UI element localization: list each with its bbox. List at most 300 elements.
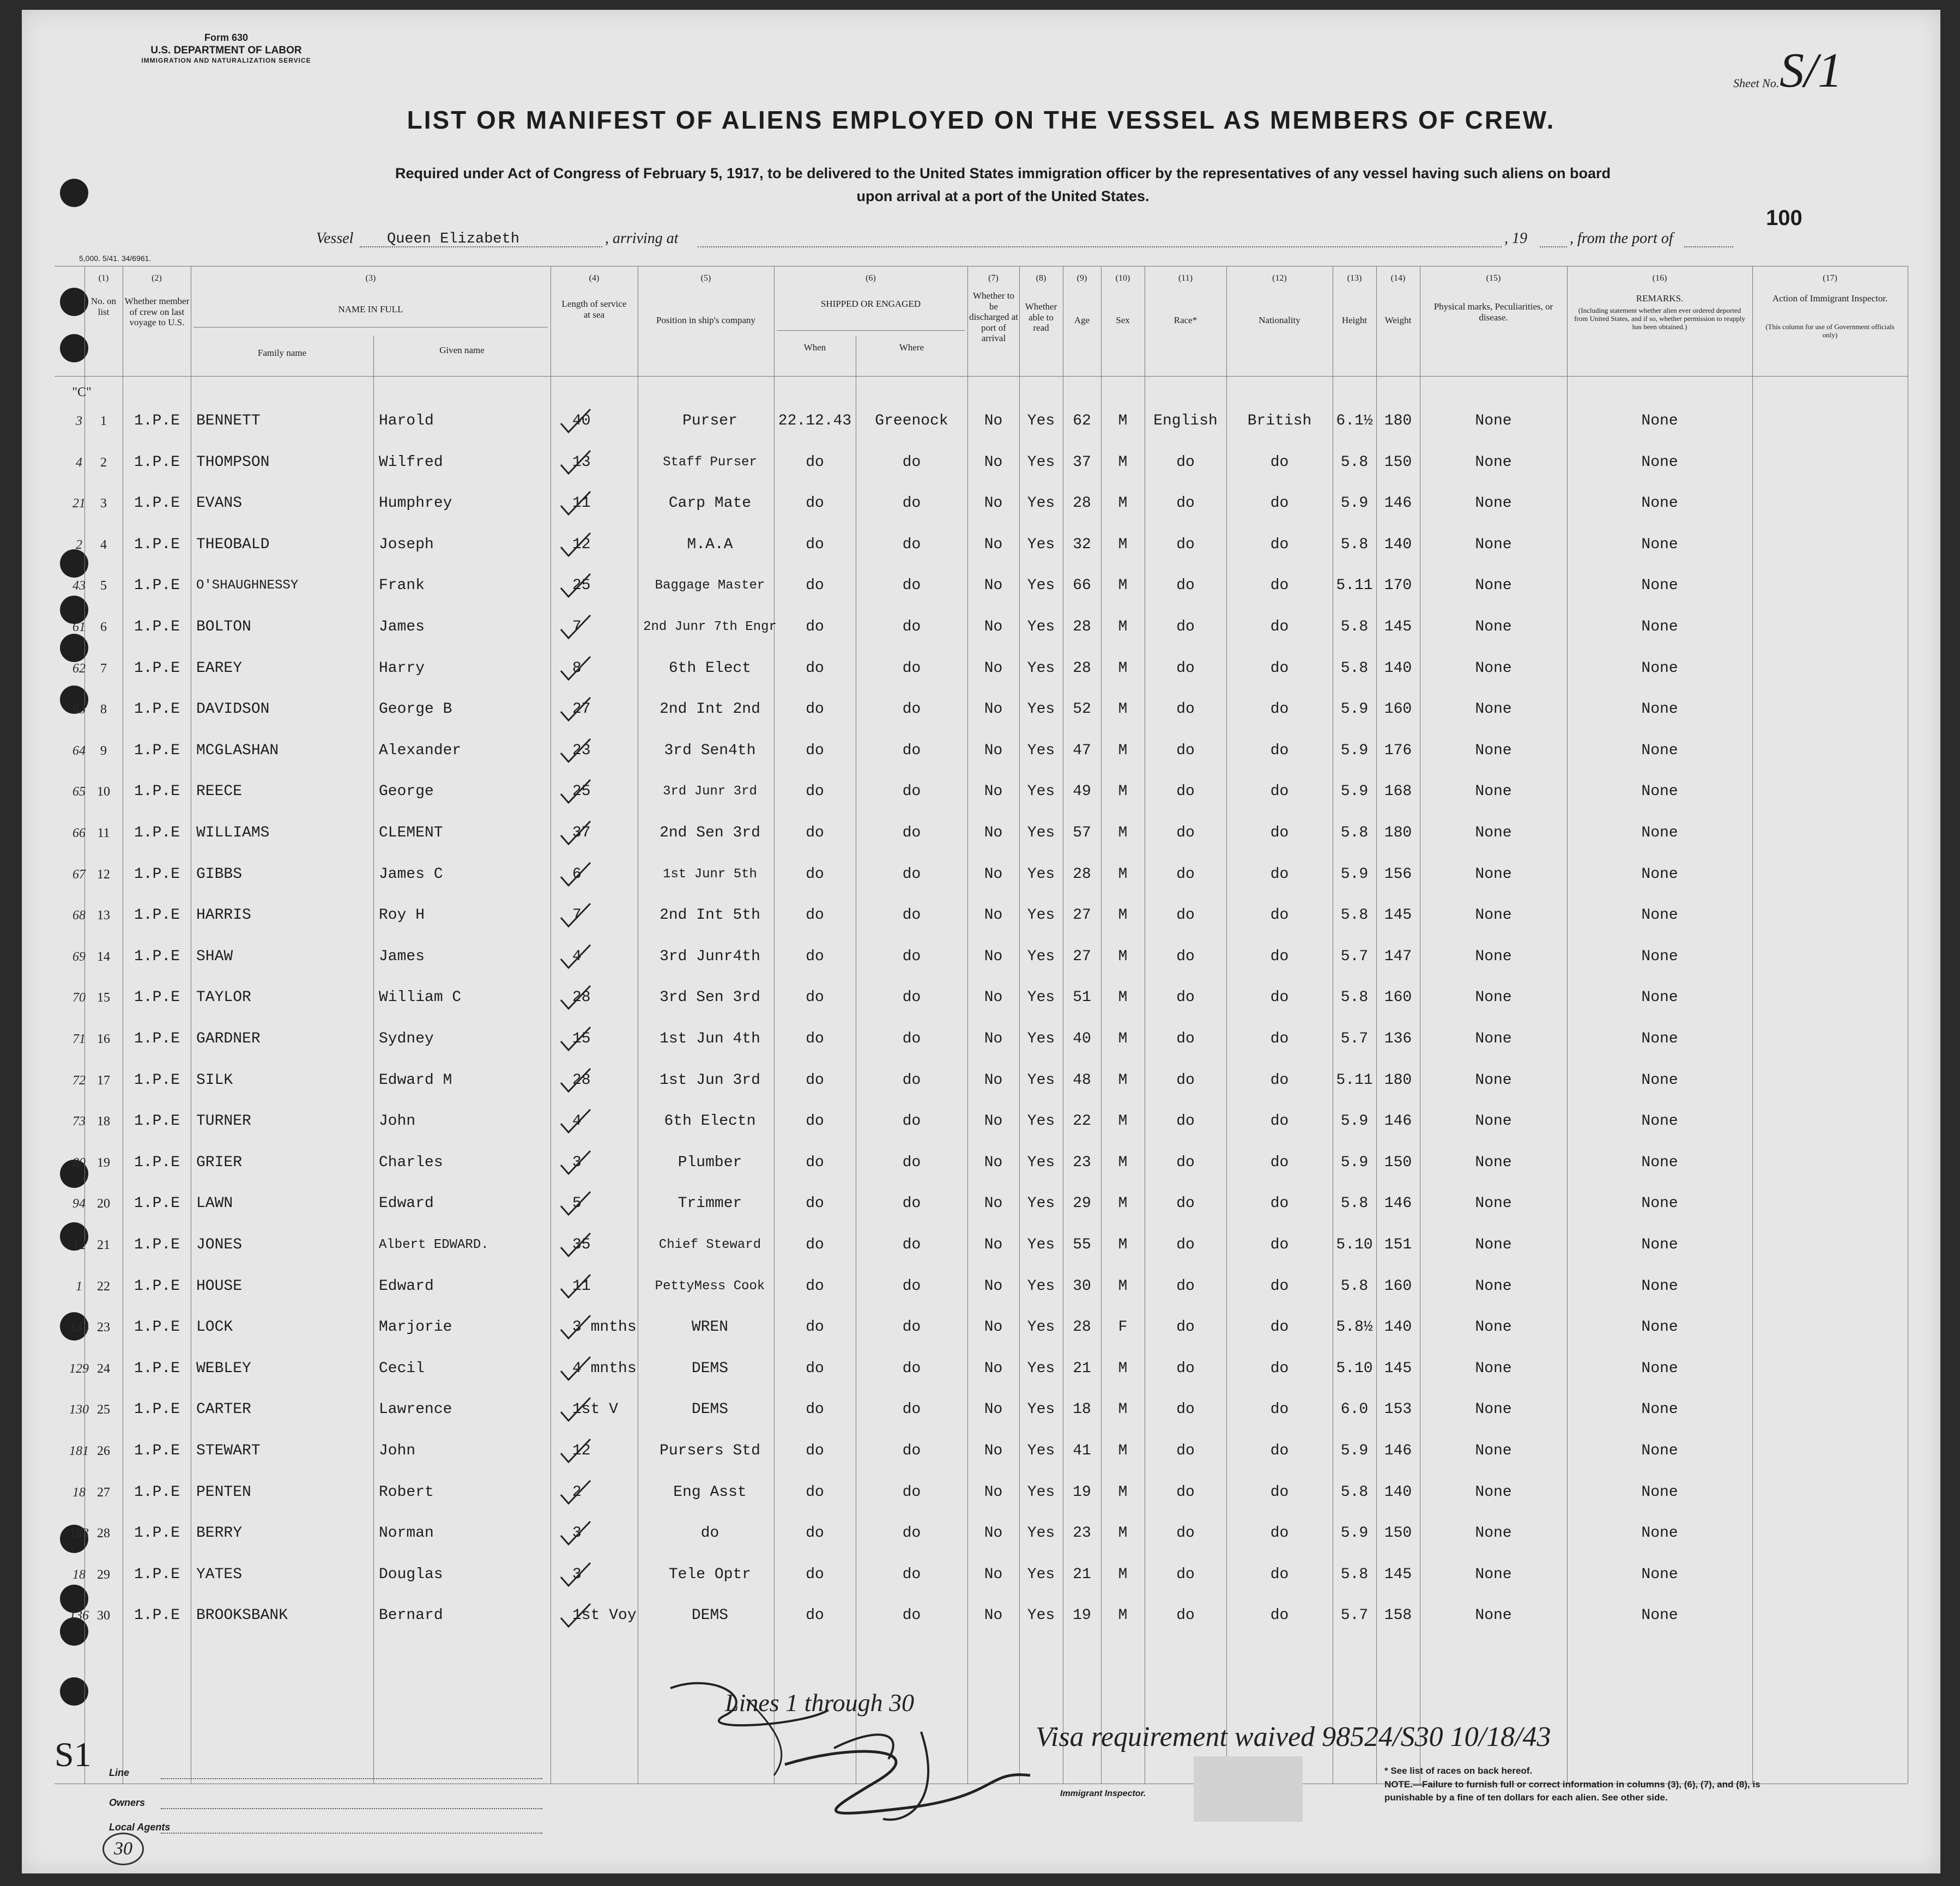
cell-age: 30: [1073, 1277, 1091, 1295]
group-marker: "C": [72, 385, 92, 399]
cell-ref-number: 183: [69, 1526, 89, 1541]
cell-crew-status: 1.P.E: [134, 1154, 180, 1171]
cell-race: do: [1176, 1401, 1195, 1418]
cell-family-name: SHAW: [196, 948, 233, 965]
cell-sex: M: [1118, 1071, 1128, 1089]
page-title: LIST OR MANIFEST OF ALIENS EMPLOYED ON THE VESSEL AS MEMBERS OF CREW.: [407, 106, 1556, 134]
checkmark-icon: [559, 1602, 591, 1630]
cell-position: 2nd Int 2nd: [660, 701, 760, 718]
cell-discharged: No: [984, 1401, 1003, 1418]
cell-height: 6.0: [1340, 1401, 1369, 1418]
cell-length-of-service: 12: [572, 536, 591, 553]
cell-discharged: No: [984, 865, 1003, 883]
cell-shipped-when: do: [806, 577, 824, 595]
cell-sex: M: [1118, 1236, 1128, 1253]
cell-shipped-where: do: [902, 907, 921, 924]
cell-remarks: None: [1641, 783, 1678, 801]
cell-shipped-when: do: [806, 1071, 824, 1089]
table-row: [22, 1234, 1940, 1256]
cell-length-of-service: 1st Voy: [572, 1607, 637, 1624]
cell-ref-number: 4: [76, 455, 82, 470]
cell-position: Trimmer: [677, 1195, 742, 1212]
cell-height: 5.9: [1340, 865, 1369, 883]
cell-shipped-where: do: [902, 1319, 921, 1336]
cell-weight: 151: [1384, 1236, 1412, 1253]
cell-list-number: 9: [100, 743, 107, 758]
cell-length-of-service: 4 mnths: [572, 1360, 637, 1377]
from-port-label: , from the port of: [1570, 230, 1673, 247]
cell-shipped-when: do: [806, 742, 824, 759]
cell-weight: 150: [1384, 1154, 1412, 1171]
cell-list-number: 6: [100, 620, 107, 634]
cell-list-number: 29: [97, 1567, 110, 1582]
cell-shipped-where: do: [902, 1525, 921, 1542]
cell-length-of-service: 28: [572, 989, 591, 1006]
cell-able-to-read: Yes: [1027, 824, 1055, 841]
header-when: When: [803, 342, 826, 353]
colnum-9: (9): [1076, 274, 1087, 283]
cell-list-number: 3: [100, 496, 107, 511]
cell-height: 5.8: [1340, 1566, 1369, 1583]
cell-position: 6th Elect: [668, 659, 752, 677]
cell-nationality: do: [1270, 1236, 1289, 1253]
cell-family-name: YATES: [196, 1566, 243, 1583]
cell-sex: M: [1118, 701, 1128, 718]
cell-position: 3rd Junr 3rd: [663, 784, 757, 799]
cell-age: 57: [1073, 824, 1091, 841]
cell-crew-status: 1.P.E: [134, 618, 180, 635]
cell-age: 21: [1073, 1566, 1091, 1583]
table-row: [22, 1317, 1940, 1338]
cell-length-of-service: 4: [572, 1113, 582, 1130]
checkmark-icon: [559, 984, 591, 1012]
cell-ref-number: 68: [72, 908, 86, 923]
cell-position: Baggage Master: [655, 578, 765, 593]
cell-given-name: Joseph: [379, 536, 434, 553]
cell-ref-number: 71: [72, 1032, 86, 1046]
cell-family-name: TAYLOR: [196, 989, 251, 1006]
cell-position: Carp Mate: [668, 495, 752, 512]
cell-position: 1st Jun 4th: [660, 1030, 760, 1047]
cell-physical-marks: None: [1475, 413, 1512, 429]
cell-family-name: EAREY: [196, 659, 243, 677]
cell-physical-marks: None: [1475, 1442, 1512, 1459]
cell-physical-marks: None: [1475, 1607, 1512, 1624]
cell-given-name: Harry: [379, 659, 425, 677]
colnum-15: (15): [1486, 274, 1501, 283]
cell-given-name: John: [379, 1442, 416, 1459]
cell-given-name: Bernard: [379, 1607, 443, 1624]
cell-list-number: 11: [97, 826, 110, 840]
cell-weight: 146: [1384, 1113, 1412, 1130]
cell-race: English: [1153, 413, 1218, 429]
header-given-name: Given name: [439, 345, 485, 355]
table-row: [22, 410, 1940, 432]
table-row: [22, 1523, 1940, 1544]
cell-family-name: STEWART: [196, 1442, 261, 1459]
cell-shipped-where: do: [902, 659, 921, 677]
cell-list-number: 13: [97, 908, 110, 923]
cell-remarks: None: [1641, 1195, 1678, 1212]
colnum-6: (6): [866, 274, 876, 283]
cell-remarks: None: [1641, 948, 1678, 965]
cell-list-number: 28: [97, 1526, 110, 1541]
cell-crew-status: 1.P.E: [134, 1566, 180, 1583]
cell-shipped-where: do: [902, 577, 921, 595]
cell-remarks: None: [1641, 1401, 1678, 1418]
cell-discharged: No: [984, 783, 1003, 801]
cell-length-of-service: 35: [572, 1236, 591, 1253]
cell-nationality: do: [1270, 1483, 1289, 1501]
cell-remarks: None: [1641, 1071, 1678, 1089]
cell-ref-number: 67: [72, 867, 86, 882]
cell-length-of-service: 7: [572, 907, 582, 924]
cell-height: 5.7: [1340, 1030, 1369, 1047]
cell-race: do: [1176, 907, 1195, 924]
cell-nationality: do: [1270, 742, 1289, 759]
cell-physical-marks: None: [1475, 1154, 1512, 1171]
cell-list-number: 15: [97, 991, 110, 1005]
cell-shipped-where: do: [902, 824, 921, 841]
sheet-no-label: Sheet No.: [1733, 76, 1780, 90]
header-nationality: Nationality: [1259, 315, 1300, 325]
cell-able-to-read: Yes: [1027, 1525, 1055, 1542]
cell-position: Staff Purser: [663, 454, 757, 470]
table-row: [22, 822, 1940, 844]
cell-nationality: do: [1270, 659, 1289, 677]
cell-list-number: 12: [97, 867, 110, 882]
cell-discharged: No: [984, 1525, 1003, 1542]
cell-physical-marks: None: [1475, 618, 1512, 635]
cell-position: Purser: [682, 413, 737, 429]
cell-crew-status: 1.P.E: [134, 577, 180, 595]
vessel-label: Vessel: [316, 230, 354, 247]
cell-discharged: No: [984, 1030, 1003, 1047]
cell-nationality: do: [1270, 1401, 1289, 1418]
cell-height: 5.10: [1336, 1236, 1373, 1253]
cell-age: 52: [1073, 701, 1091, 718]
cell-list-number: 25: [97, 1403, 110, 1417]
cell-length-of-service: 3: [572, 1525, 582, 1542]
cell-physical-marks: None: [1475, 1319, 1512, 1336]
cell-physical-marks: None: [1475, 783, 1512, 801]
cell-ref-number: 3: [76, 414, 82, 428]
cell-discharged: No: [984, 948, 1003, 965]
cell-able-to-read: Yes: [1027, 1483, 1055, 1501]
cell-list-number: 20: [97, 1197, 110, 1211]
cell-age: 22: [1073, 1113, 1091, 1130]
cell-height: 6.1½: [1336, 413, 1373, 429]
cell-remarks: None: [1641, 865, 1678, 883]
cell-race: do: [1176, 1030, 1195, 1047]
cell-able-to-read: Yes: [1027, 1607, 1055, 1624]
cell-remarks: None: [1641, 1277, 1678, 1295]
cell-sex: M: [1118, 495, 1128, 512]
cell-given-name: Harold: [379, 413, 434, 429]
cell-shipped-when: do: [806, 1195, 824, 1212]
header-position: Position in ship's company: [656, 315, 756, 325]
cell-position: Plumber: [677, 1154, 742, 1171]
cell-height: 5.8: [1340, 453, 1369, 471]
cell-race: do: [1176, 783, 1195, 801]
cell-position: Pursers Std: [660, 1442, 760, 1459]
cell-age: 28: [1073, 618, 1091, 635]
cell-nationality: do: [1270, 1277, 1289, 1295]
cell-nationality: do: [1270, 824, 1289, 841]
cell-weight: 180: [1384, 1071, 1412, 1089]
cell-able-to-read: Yes: [1027, 413, 1055, 429]
cell-discharged: No: [984, 701, 1003, 718]
cell-weight: 146: [1384, 495, 1412, 512]
cell-remarks: None: [1641, 1442, 1678, 1459]
cell-race: do: [1176, 618, 1195, 635]
cell-height: 5.8: [1340, 1277, 1369, 1295]
cell-weight: 145: [1384, 907, 1412, 924]
cell-given-name: Alexander: [379, 742, 462, 759]
cell-able-to-read: Yes: [1027, 907, 1055, 924]
cell-ref-number: 18: [72, 1567, 86, 1582]
cell-ref-number: 61: [72, 620, 86, 634]
cell-ref-number: 63: [72, 702, 86, 717]
sheet-no-value: S/1: [1780, 44, 1843, 98]
cell-shipped-where: do: [902, 1236, 921, 1253]
cell-age: 66: [1073, 577, 1091, 595]
cell-shipped-when: do: [806, 1442, 824, 1459]
footer-note-races: * See list of races on back hereof.: [1384, 1766, 1533, 1776]
header-family-name: Family name: [257, 348, 307, 358]
cell-list-number: 21: [97, 1238, 110, 1252]
cell-shipped-where: do: [902, 536, 921, 553]
cell-weight: 136: [1384, 1030, 1412, 1047]
cell-weight: 160: [1384, 1277, 1412, 1295]
cell-able-to-read: Yes: [1027, 1154, 1055, 1171]
table-row: [22, 1564, 1940, 1586]
department-name: U.S. DEPARTMENT OF LABOR: [150, 44, 302, 56]
cell-remarks: None: [1641, 742, 1678, 759]
cell-family-name: MCGLASHAN: [196, 742, 279, 759]
cell-nationality: do: [1270, 1566, 1289, 1583]
cell-remarks: None: [1641, 659, 1678, 677]
cell-physical-marks: None: [1475, 577, 1512, 595]
cell-age: 21: [1073, 1360, 1091, 1377]
cell-family-name: TURNER: [196, 1113, 251, 1130]
cell-sex: M: [1118, 1154, 1128, 1171]
cell-shipped-where: do: [902, 948, 921, 965]
cell-position: Tele Optr: [668, 1566, 752, 1583]
cell-given-name: Roy H: [379, 907, 425, 924]
cell-remarks: None: [1641, 1483, 1678, 1501]
cell-weight: 160: [1384, 989, 1412, 1006]
header-sex: Sex: [1116, 315, 1130, 325]
cell-sex: M: [1118, 742, 1128, 759]
cell-ref-number: 66: [72, 826, 86, 840]
cell-shipped-when: do: [806, 1566, 824, 1583]
lines-annotation: Lines 1 through 30: [725, 1689, 915, 1717]
cell-discharged: No: [984, 989, 1003, 1006]
cell-position: 3rd Sen4th: [664, 742, 756, 759]
cell-race: do: [1176, 1195, 1195, 1212]
cell-age: 19: [1073, 1607, 1091, 1624]
cell-sex: M: [1118, 1113, 1128, 1130]
cell-length-of-service: 8: [572, 659, 582, 677]
visa-annotation: Visa requirement waived 98524/S30 10/18/43: [1036, 1721, 1551, 1752]
cell-crew-status: 1.P.E: [134, 701, 180, 718]
print-reference: 5,000. 5/41. 34/6961.: [79, 254, 152, 263]
cell-age: 48: [1073, 1071, 1091, 1089]
cell-nationality: do: [1270, 1442, 1289, 1459]
cell-physical-marks: None: [1475, 1030, 1512, 1047]
cell-physical-marks: None: [1475, 701, 1512, 718]
header-discharged: Whether to be discharged at port of arrival: [969, 290, 1018, 344]
cell-nationality: do: [1270, 1154, 1289, 1171]
footer-notes: [1384, 1764, 1799, 1805]
cell-family-name: JONES: [196, 1236, 243, 1253]
cell-shipped-when: do: [806, 536, 824, 553]
cell-weight: 140: [1384, 659, 1412, 677]
cell-remarks: None: [1641, 1113, 1678, 1130]
header-weight: Weight: [1384, 315, 1412, 325]
cell-ref-number: 43: [72, 579, 86, 593]
cell-able-to-read: Yes: [1027, 989, 1055, 1006]
cell-physical-marks: None: [1475, 1113, 1512, 1130]
table-row: [22, 864, 1940, 886]
cell-shipped-when: do: [806, 1277, 824, 1295]
cell-family-name: PENTEN: [196, 1483, 251, 1501]
cell-discharged: No: [984, 577, 1003, 595]
cell-family-name: WEBLEY: [196, 1360, 251, 1377]
cell-weight: 147: [1384, 948, 1412, 965]
cell-position: 1st Junr 5th: [663, 866, 757, 882]
table-row: [22, 781, 1940, 803]
cell-discharged: No: [984, 742, 1003, 759]
checkmark-icon: [559, 1478, 591, 1507]
table-row: [22, 493, 1940, 514]
cell-list-number: 18: [97, 1114, 110, 1129]
cell-shipped-where: do: [902, 1483, 921, 1501]
cell-given-name: Edward M: [379, 1071, 452, 1089]
inspector-label: Immigrant Inspector.: [1060, 1789, 1146, 1798]
cell-nationality: do: [1270, 577, 1289, 595]
cell-age: 27: [1073, 907, 1091, 924]
cell-height: 5.8½: [1336, 1319, 1373, 1336]
cell-nationality: do: [1270, 618, 1289, 635]
cell-height: 5.8: [1340, 659, 1369, 677]
cell-able-to-read: Yes: [1027, 1113, 1055, 1130]
cell-shipped-when: do: [806, 989, 824, 1006]
table-row: [22, 1440, 1940, 1462]
cell-remarks: None: [1641, 1525, 1678, 1542]
cell-length-of-service: 28: [572, 1071, 591, 1089]
cell-sex: M: [1118, 1525, 1128, 1542]
checkmark-icon: [559, 654, 591, 683]
cell-shipped-where: do: [902, 1195, 921, 1212]
subtitle-line-2: upon arrival at a port of the United States.: [856, 187, 1150, 204]
cell-weight: 153: [1384, 1401, 1412, 1418]
cell-shipped-when: do: [806, 701, 824, 718]
cell-sex: M: [1118, 948, 1128, 965]
cell-shipped-where: do: [902, 1442, 921, 1459]
cell-nationality: do: [1270, 1360, 1289, 1377]
cell-race: do: [1176, 536, 1195, 553]
form-number: Form 630: [204, 32, 249, 43]
cell-shipped-where: do: [902, 1401, 921, 1418]
cell-age: 32: [1073, 536, 1091, 553]
cell-nationality: do: [1270, 536, 1289, 553]
cell-sex: M: [1118, 989, 1128, 1006]
cell-weight: 140: [1384, 1319, 1412, 1336]
header-inspector-action: Action of Immigrant Inspector.: [1772, 293, 1888, 304]
cell-length-of-service: 3: [572, 1566, 582, 1583]
cell-weight: 140: [1384, 1483, 1412, 1501]
cell-remarks: None: [1641, 495, 1678, 512]
cell-discharged: No: [984, 907, 1003, 924]
cell-race: do: [1176, 1607, 1195, 1624]
table-row: [22, 1028, 1940, 1050]
cell-shipped-where: do: [902, 1154, 921, 1171]
cell-able-to-read: Yes: [1027, 1071, 1055, 1089]
cell-remarks: None: [1641, 1236, 1678, 1253]
cell-ref-number: 80: [72, 1155, 86, 1170]
cell-age: 28: [1073, 495, 1091, 512]
cell-discharged: No: [984, 1195, 1003, 1212]
cell-race: do: [1176, 701, 1195, 718]
cell-shipped-when: do: [806, 948, 824, 965]
cell-discharged: No: [984, 1607, 1003, 1624]
cell-shipped-when: do: [806, 1525, 824, 1542]
cell-crew-status: 1.P.E: [134, 1360, 180, 1377]
cell-weight: 146: [1384, 1195, 1412, 1212]
cell-crew-status: 1.P.E: [134, 1319, 180, 1336]
cell-remarks: None: [1641, 1030, 1678, 1047]
cell-position: 2nd Int 5th: [660, 907, 760, 924]
cell-shipped-where: do: [902, 1071, 921, 1089]
vessel-name: Queen Elizabeth: [387, 231, 520, 247]
checkmark-icon: [559, 1272, 591, 1301]
table-row: [22, 534, 1940, 556]
cell-discharged: No: [984, 453, 1003, 471]
cell-physical-marks: None: [1475, 865, 1512, 883]
cell-shipped-where: do: [902, 701, 921, 718]
cell-ref-number: 130: [69, 1403, 89, 1417]
cell-able-to-read: Yes: [1027, 1195, 1055, 1212]
cell-shipped-where: do: [902, 453, 921, 471]
cell-ref-number: 12: [72, 1238, 86, 1252]
cell-sex: M: [1118, 1401, 1128, 1418]
cell-weight: 180: [1384, 413, 1412, 429]
cell-physical-marks: None: [1475, 1195, 1512, 1212]
circled-count: 30: [102, 1833, 144, 1865]
cell-family-name: O'SHAUGHNESSY: [196, 578, 299, 593]
cell-remarks: None: [1641, 453, 1678, 471]
colnum-3: (3): [365, 274, 376, 283]
cell-nationality: do: [1270, 1113, 1289, 1130]
checkmark-icon: [559, 613, 591, 641]
colnum-12: (12): [1272, 274, 1287, 283]
cell-list-number: 8: [100, 702, 107, 717]
table-row: [22, 1399, 1940, 1421]
cell-nationality: do: [1270, 1525, 1289, 1542]
cell-age: 62: [1073, 413, 1091, 429]
cell-shipped-when: do: [806, 1483, 824, 1501]
cell-crew-status: 1.P.E: [134, 1607, 180, 1624]
cell-given-name: Lawrence: [379, 1401, 452, 1418]
cell-height: 5.8: [1340, 1195, 1369, 1212]
cell-race: do: [1176, 577, 1195, 595]
cell-weight: 145: [1384, 1360, 1412, 1377]
cell-nationality: do: [1270, 701, 1289, 718]
cell-length-of-service: 2: [572, 1483, 582, 1501]
cell-nationality: do: [1270, 865, 1289, 883]
